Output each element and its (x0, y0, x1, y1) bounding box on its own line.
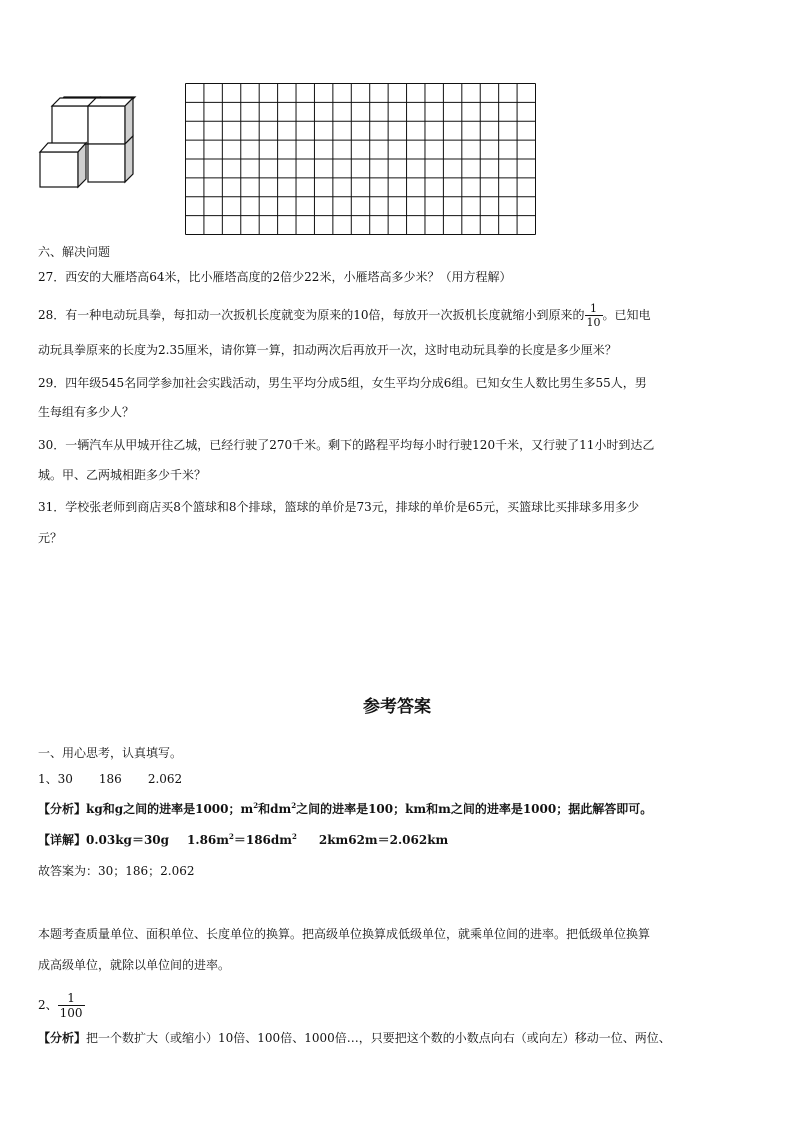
question-28-text: 28．有一种电动玩具拳，每扣动一次扳机长度就变为原来的10倍，每放开一次扳机长度就缩小到原来的 (38, 308, 585, 322)
question-28-line2: 动玩具拳原来的长度为2.35厘米，请你算一算，扣动两次后再放开一次，这时电动玩具拳的长度是多少厘米？ (38, 343, 617, 357)
graph-paper-grid (185, 83, 536, 235)
question-29-line2: 生每组有多少人？ (38, 405, 135, 419)
question-28-line1 (38, 303, 651, 328)
question-27: 27．西安的大雁塔高64米，比小雁塔高度的2倍少22米，小雁塔高多少米？（用方程解） (38, 270, 512, 284)
question-30-line1: 30．一辆汽车从甲城开往乙城，已经行驶了270千米。剩下的路程平均每小时行驶120千米，又行驶了11小时到达乙 (38, 438, 655, 452)
answer-1-final: 故答案为：30；186；2.062 (38, 864, 195, 878)
answer-1-summary-line1: 本题考查质量单位、面积单位、长度单位的换算。把高级单位换算成低级单位，就乘单位间的进率。把低级单位换算 (38, 927, 651, 941)
answers-part1-heading: 一、用心思考，认真填写。 (38, 746, 183, 760)
answer-1-detail: 【详解】0.03kg＝30g $1.86m^2=186dm^2$ 2km62m＝2.062km (38, 832, 449, 847)
fraction-one-tenth: $\frac{1}{10}$ (586, 302, 601, 329)
section-heading: 六、解决问题 (38, 245, 111, 259)
question-29-line1: 29．四年级545名同学参加社会实践活动，男生平均分成5组，女生平均分成6组。已知女生人数比男生多55人，男 (38, 376, 647, 390)
answer-1-analysis: 【分析】kg和g之间的进率是1000；$m^2$和$dm^2$之间的进率是100；km和m之间的进率是1000；据此解答即可。 (38, 801, 653, 816)
fraction-one-hundredth: $\frac{1}{100}$ (59, 991, 83, 1020)
answer-1-summary-line2: 成高级单位，就除以单位间的进率。 (38, 958, 231, 972)
question-28-text-end: 。已知电 (602, 308, 651, 322)
answer-2-analysis: 【分析】把一个数扩大（或缩小）10倍、100倍、1000倍…，只要把这个数的小数点向右（或向左）移动一位、两位、 (38, 1031, 671, 1045)
stacked-cubes-figure (36, 94, 142, 190)
answers-title: 参考答案 (363, 697, 431, 717)
question-30-line2: 城。甲、乙两城相距多少千米？ (38, 468, 207, 482)
question-31-line2: 元？ (38, 531, 63, 545)
answer-1-values: 1、30 186 2.062 (38, 772, 183, 786)
question-31-line1: 31．学校张老师到商店买8个篮球和8个排球，篮球的单价是73元，排球的单价是65元，买篮球比买排球多用多少 (38, 500, 640, 514)
answer-2-value: 2、 $\frac{1}{100}$ (38, 991, 83, 1020)
